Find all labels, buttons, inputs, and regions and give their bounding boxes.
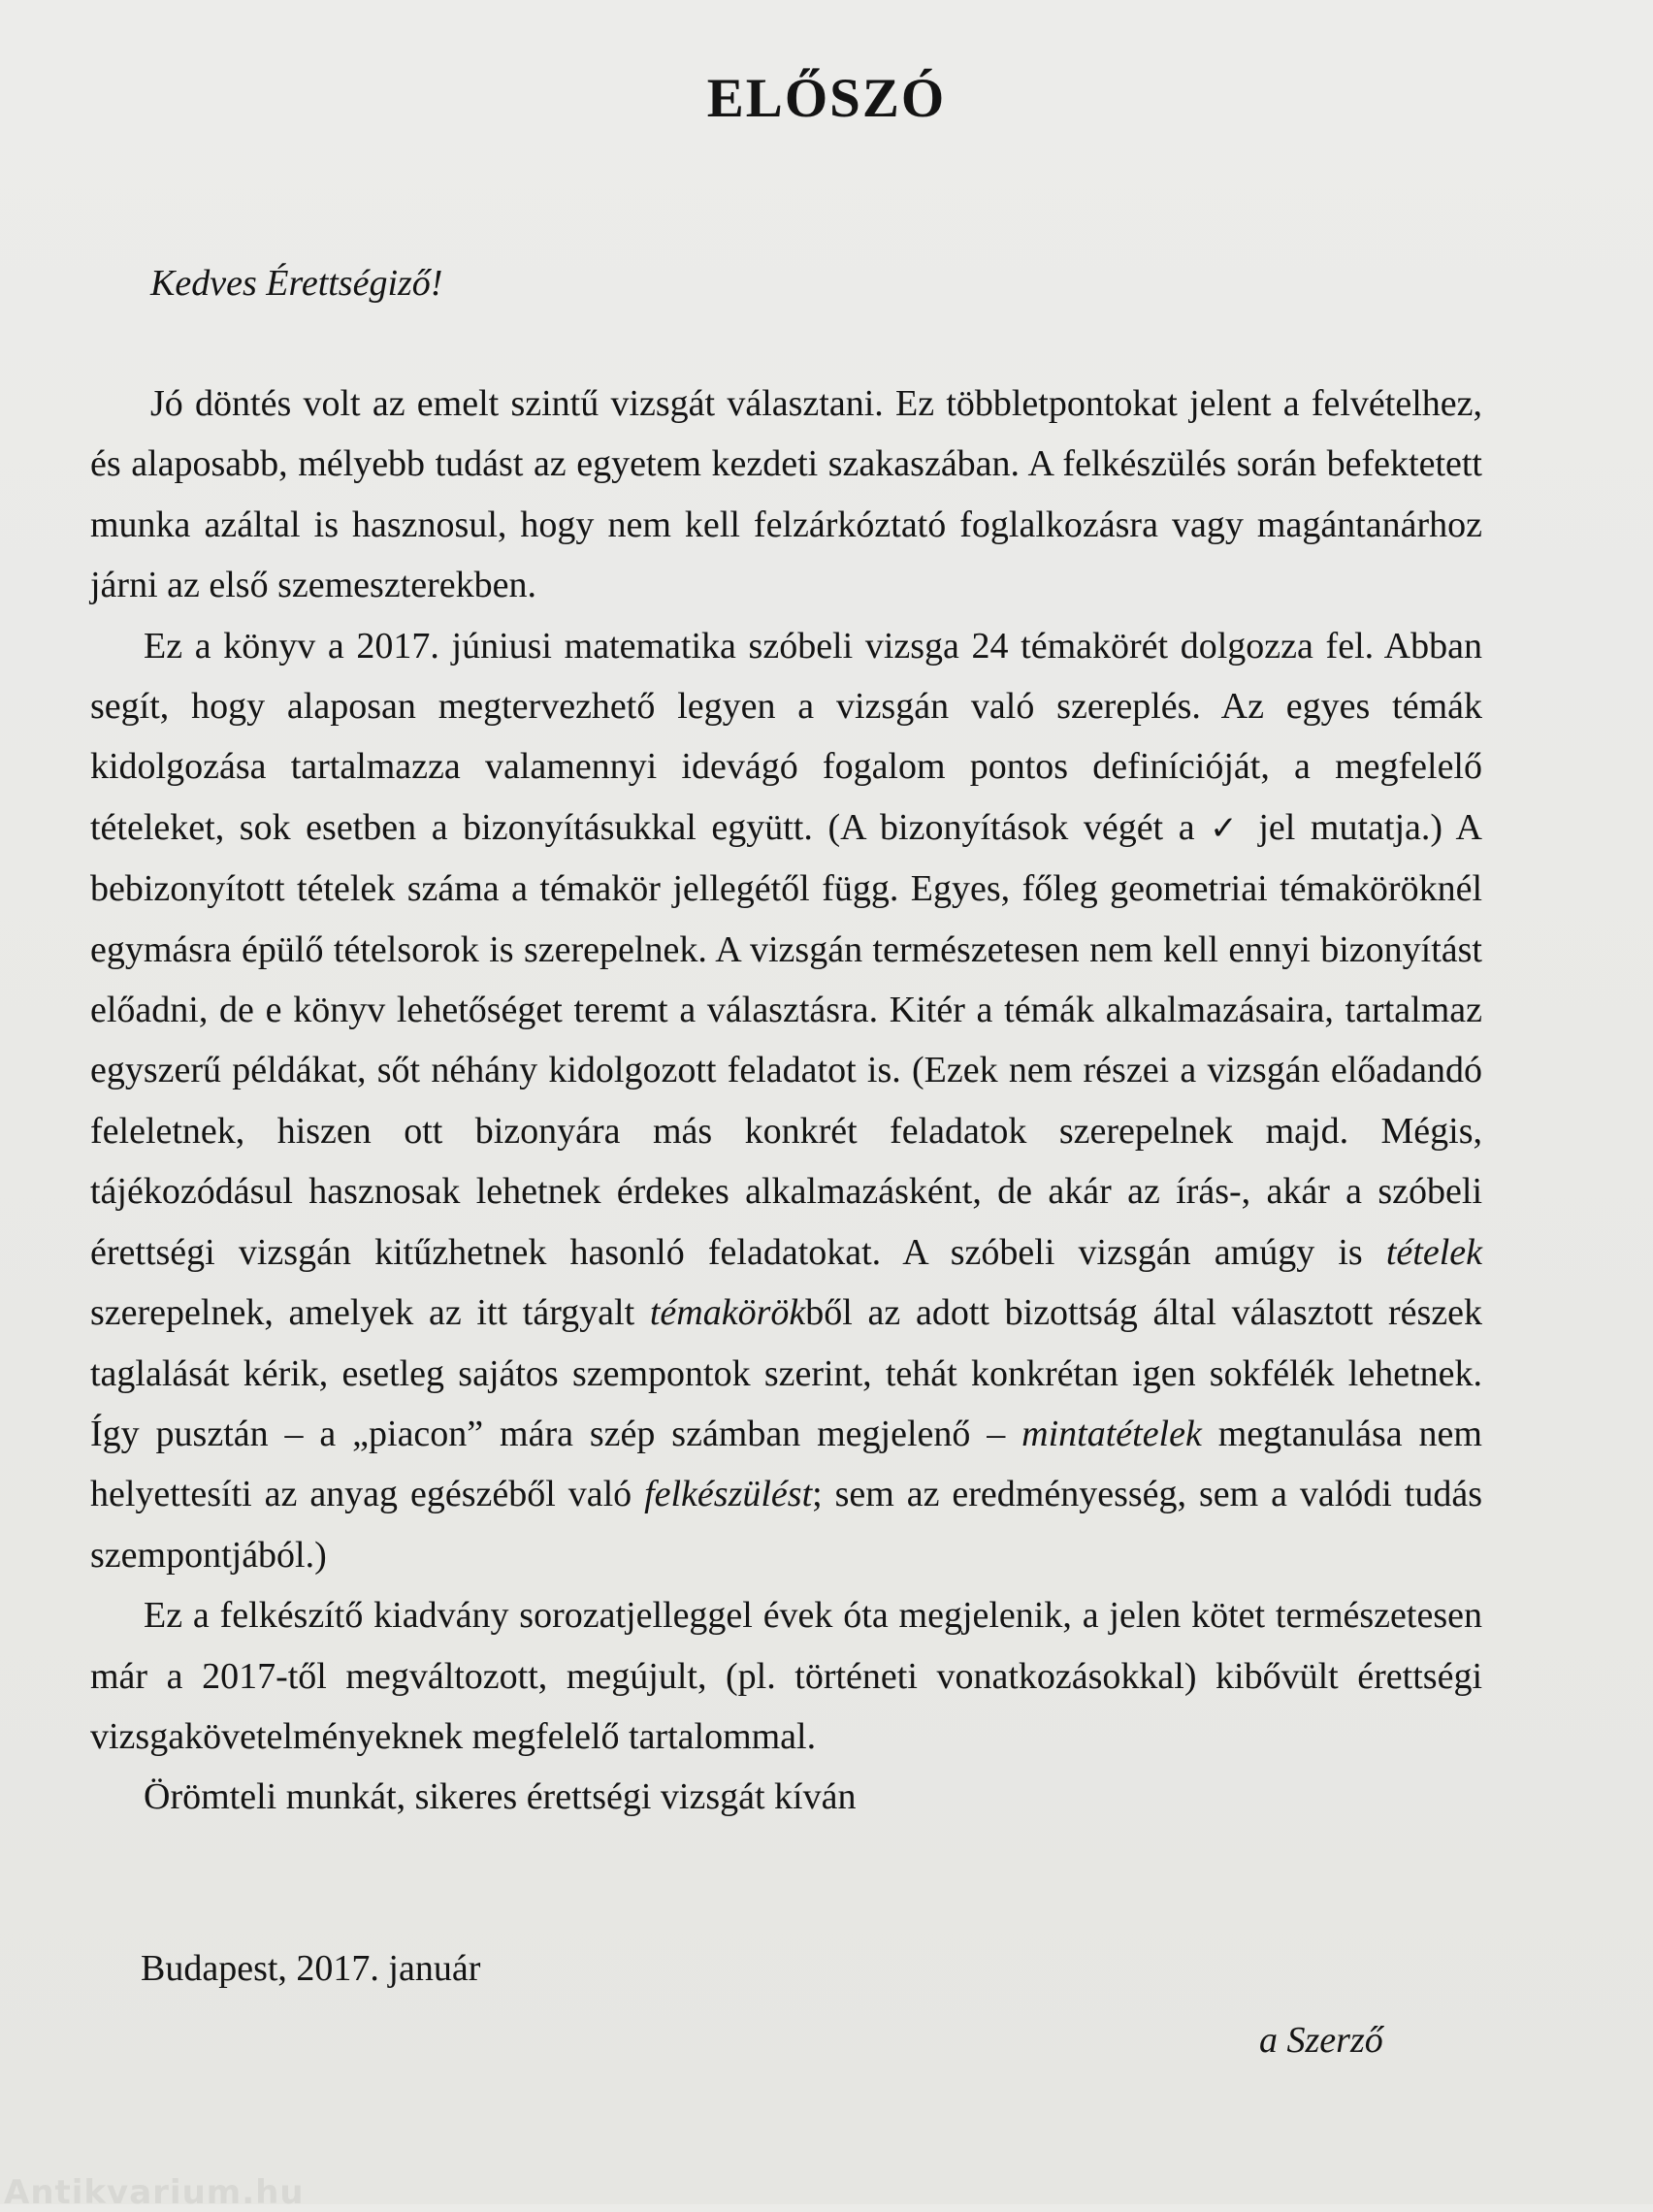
- page-title: ELŐSZÓ: [706, 68, 947, 129]
- body-text: [90, 374, 1482, 1828]
- paragraph-2: [90, 616, 1482, 1586]
- paragraph-2-text: Ez a könyv a 2017. júniusi matematika szóbeli vizsga 24 témakörét dolgozza fel. Abban segít, hogy alaposan megtervezhető legyen a vizsgán való szereplés. Az egyes témák kidolgozása tartalmazza valamennyi idevágó fogalom pontos definícióját, a megfelelő tételeket, sok esetben a bizonyításukkal együtt. (A bizonyítások végét a: [90, 625, 1482, 848]
- checkmark-icon: ✓: [1210, 808, 1244, 848]
- paragraph-2-text: ből az adott bizottság által választott részek taglalását kérik, esetleg sajátos szempontok szerint, tehát konkrétan igen sokfélék lehetnek. Így pusztán – a „piacon” mára szép számban megjelenő –: [90, 1292, 1483, 1454]
- emphasis-felkeszulest: felkészülést: [644, 1474, 813, 1515]
- emphasis-mintatetelek: mintatételek: [1021, 1413, 1202, 1454]
- paragraph-2-text: megtanulása nem helyettesíti az anyag egészéből való: [90, 1413, 1482, 1515]
- author-signature: a Szerző: [1259, 2020, 1383, 2061]
- paragraph-2-text: szerepelnek, amelyek az itt tárgyalt: [90, 1292, 650, 1334]
- paragraph-2-text: ; sem az eredményesség, sem a valódi tudás szempontjából.): [90, 1474, 1482, 1576]
- emphasis-temakorok: témakörök: [649, 1292, 806, 1334]
- greeting: Kedves Érettségiző!: [150, 263, 443, 304]
- paragraph-2-text: jel mutatja.) A bebizonyított tételek száma a témakör jellegétől függ. Egyes, főleg geometriai témaköröknél egymásra épülő tételsorok is szerepelnek. A vizsgán természetesen nem kell ennyi bizonyítást előadni, de e könyv lehetőséget teremt a választásra. Kitér a témák alkalmazásaira, tartalmaz egyszerű példákat, sőt néhány kidolgozott feladatot is. (Ezek nem részei a vizsgán előadandó feleletnek, hiszen ott bizonyára más konkrét feladatok szerepelnek majd. Mégis, tájékozódásul hasznosak lehetnek érdekes alkalmazásként, de akár az írás-, akár a szóbeli érettségi vizsgán kitűzhetnek hasonló feladatokat. A szóbeli vizsgán amúgy is: [90, 806, 1482, 1273]
- paragraph-4: Örömteli munkát, sikeres érettségi vizsgát kíván: [144, 1776, 857, 1818]
- emphasis-tetelek: tételek: [1385, 1231, 1482, 1273]
- watermark: Antikvarium.hu: [4, 2173, 305, 2212]
- paragraph-3: Ez a felkészítő kiadvány sorozatjelleggel évek óta megjelenik, a jelen kötet természetesen már a 2017-től megváltozott, megújult, (pl. történeti vonatkozásokkal) kibővült érettségi vizsgakövetelményeknek megfelelő tartalommal.: [90, 1595, 1482, 1757]
- paragraph-1: Jó döntés volt az emelt szintű vizsgát választani. Ez többletpontokat jelent a felvételhez, és alaposabb, mélyebb tudást az egyetem kezdeti szakaszában. A felkészülés során befektetett munka azáltal is hasznosul, hogy nem kell felzárkóztató foglalkozásra vagy magántanárhoz járni az első szemeszterekben.: [90, 383, 1482, 606]
- place-date: Budapest, 2017. január: [141, 1948, 481, 1989]
